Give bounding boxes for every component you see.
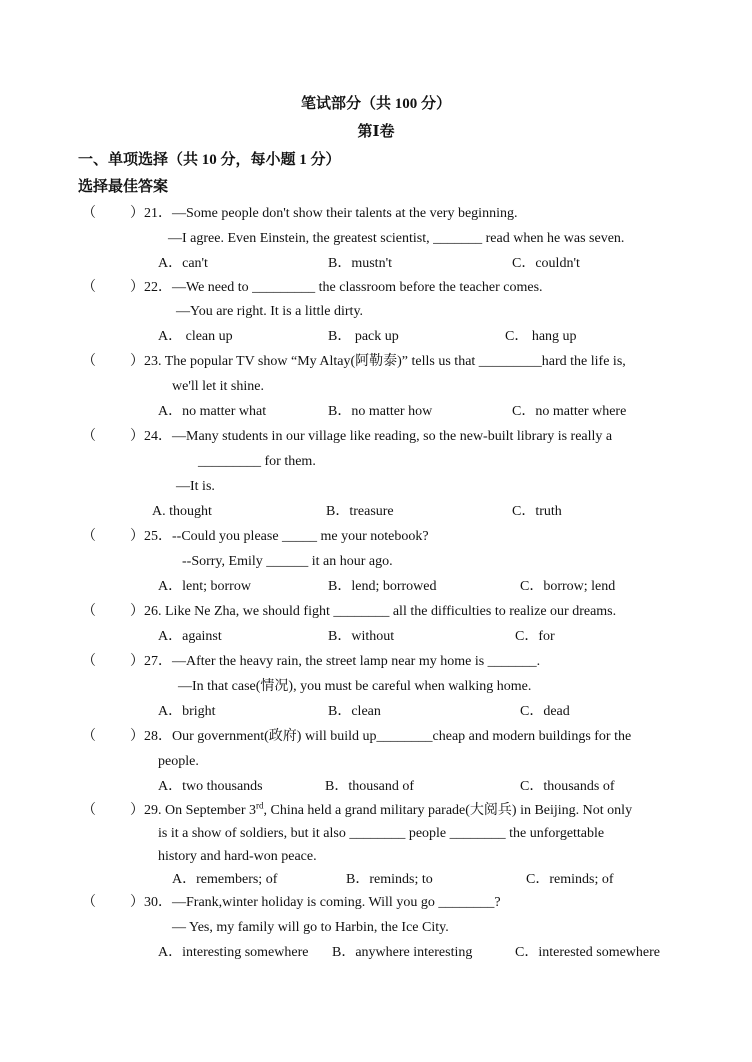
option-b: B．without: [328, 629, 395, 644]
option-a: A．no matter what: [158, 404, 267, 419]
option-b: B．reminds; to: [346, 872, 433, 887]
option-c: C．borrow; lend: [520, 579, 616, 594]
question-stem: ）22．—We need to _________ the classroom before the teacher comes.: [130, 280, 543, 295]
volume-heading: 第Ⅰ卷: [357, 124, 395, 140]
option-c: C．reminds; of: [526, 872, 614, 887]
answer-bracket: （: [82, 895, 96, 910]
option-c: C． hang up: [505, 329, 577, 344]
option-b: B．lend; borrowed: [328, 579, 437, 594]
option-c: C．thousands of: [520, 779, 615, 794]
question-line: people.: [158, 754, 199, 769]
answer-bracket: （: [82, 429, 96, 444]
option-c: C．couldn't: [512, 256, 580, 271]
answer-bracket: （: [82, 654, 96, 669]
question-stem: ）28．Our government(政府) will build up________cheap and modern buildings for the: [130, 729, 632, 744]
option-b: B．mustn't: [328, 256, 392, 271]
option-b: B．anywhere interesting: [332, 945, 473, 960]
option-a: A．remembers; of: [172, 872, 278, 887]
question-line: history and hard-won peace.: [158, 849, 317, 864]
option-c: C．no matter where: [512, 404, 627, 419]
answer-bracket: （: [82, 604, 96, 619]
instruction-text: 选择最佳答案: [78, 179, 169, 195]
option-c: C．dead: [520, 704, 570, 719]
answer-bracket: （: [82, 729, 96, 744]
option-a: A．lent; borrow: [158, 579, 251, 594]
option-a: A． clean up: [158, 329, 233, 344]
question-line: _________ for them.: [198, 454, 316, 469]
answer-bracket: （: [82, 280, 96, 295]
question-line: is it a show of soldiers, but it also ________ people ________ the unforgettable: [158, 826, 605, 841]
question-stem: ）29. On September 3rd, China held a grand military parade(大阅兵) in Beijing. Not only: [130, 800, 633, 818]
option-b: B． pack up: [328, 329, 399, 344]
answer-bracket: （: [82, 354, 96, 369]
option-a: A．can't: [158, 256, 208, 271]
option-b: B．no matter how: [328, 404, 433, 419]
question-line: — Yes, my family will go to Harbin, the Ice City.: [172, 920, 449, 935]
section-heading: 一、单项选择（共 10 分，每小题 1 分）: [78, 152, 341, 168]
question-line: —You are right. It is a little dirty.: [176, 304, 364, 319]
question-stem: ）24．—Many students in our village like reading, so the new-built library is really a: [130, 429, 613, 444]
option-b: B．treasure: [326, 504, 394, 519]
question-line: --Sorry, Emily ______ it an hour ago.: [182, 554, 393, 569]
question-stem: ）30．—Frank,winter holiday is coming. Will you go ________?: [130, 895, 501, 910]
answer-bracket: （: [82, 206, 96, 221]
option-b: B．clean: [328, 704, 381, 719]
page-title: 笔试部分（共 100 分）: [300, 96, 451, 112]
question-line: —I agree. Even Einstein, the greatest scientist, _______ read when he was seven.: [168, 231, 625, 246]
option-a: A．two thousands: [158, 779, 263, 794]
option-c: C．truth: [512, 504, 562, 519]
question-stem: ）21．—Some people don't show their talents at the very beginning.: [130, 206, 518, 221]
question-line: we'll let it shine.: [172, 379, 264, 394]
option-a: A. thought: [152, 504, 212, 519]
option-c: C．for: [515, 629, 555, 644]
question-stem: ）27．—After the heavy rain, the street lamp near my home is _______.: [130, 654, 541, 669]
option-a: A．against: [158, 629, 222, 644]
question-line: —In that case(情况), you must be careful when walking home.: [178, 679, 532, 694]
question-stem: ）23. The popular TV show “My Altay(阿勒泰)” tells us that _________hard the life is,: [130, 354, 626, 369]
ordinal-suffix: rd: [255, 800, 264, 811]
option-c: C．interested somewhere: [515, 945, 661, 960]
option-a: A．interesting somewhere: [158, 945, 309, 960]
answer-bracket: （: [82, 803, 96, 818]
question-stem: ）25．--Could you please _____ me your notebook?: [130, 529, 429, 544]
question-line: —It is.: [176, 479, 215, 494]
question-stem: ）26. Like Ne Zha, we should fight ________ all the difficulties to realize our dreams.: [130, 604, 617, 619]
answer-bracket: （: [82, 529, 96, 544]
option-a: A．bright: [158, 704, 216, 719]
option-b: B．thousand of: [325, 779, 415, 794]
